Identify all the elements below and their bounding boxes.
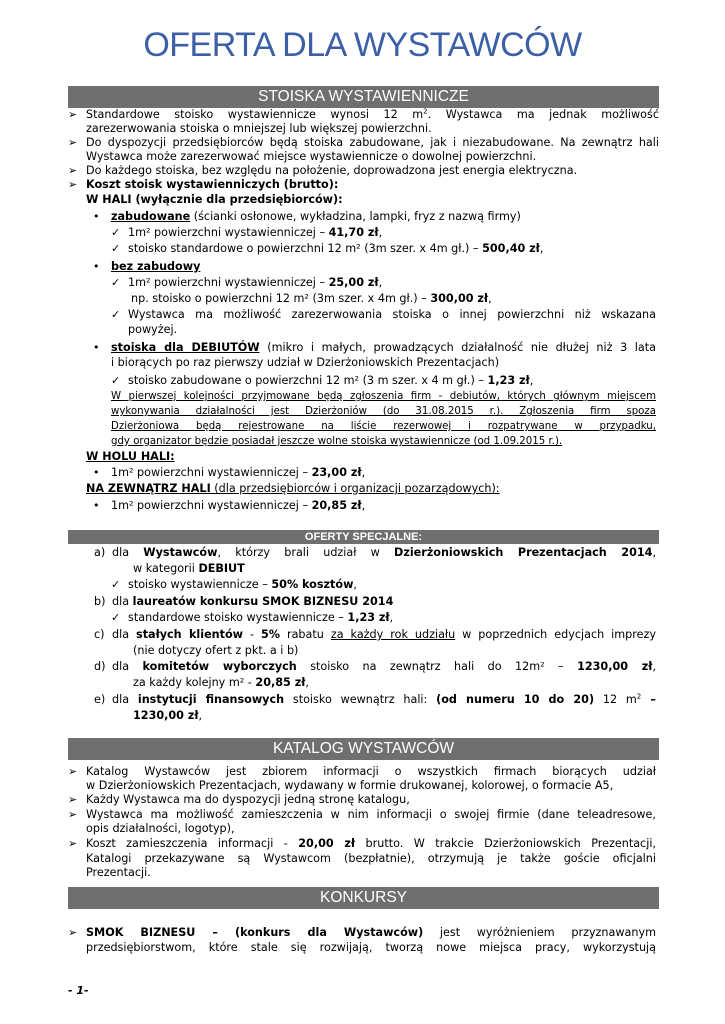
arrow-bullet-icon: ➢ [68,793,78,806]
page-title: OFERTA DLA WYSTAWCÓW [143,26,582,64]
paragraph-line: stoisko zabudowane o powierzchni 12 m² (3 m szer. x 4 m gł.) – 1,23 zł, [128,374,534,387]
check-icon: ✓ [111,308,121,321]
paragraph-line: Do dyspozycji przedsiębiorców będą stoiska zabudowane, jak i niezabudowane. Na zewnątrz hali [86,136,659,149]
arrow-bullet-icon: ➢ [68,108,78,121]
note-line: gdy organizator będzie posiadał jeszcze wolne stoiska wystawiennicze (od 1.09.2015 r.). [111,436,563,447]
paragraph-line: Standardowe stoisko wystawiennicze wynosi 12 $m^2$. Wystawca ma jednak możliwość [86,107,659,121]
paragraph-line: Prezentacji. [86,866,151,879]
list-letter: a) [94,546,106,559]
paragraph-line: stoisko standardowe o powierzchni 12 m² (3m szer. x 4m gł.) – 500,40 zł, [128,242,544,255]
dot-bullet-icon: • [93,260,100,273]
paragraph-line: dla Wystawców, którzy brali udział w Dzierżoniowskich Prezentacjach 2014, [112,546,656,559]
paragraph-line: Katalog Wystawców jest zbiorem informacji o wszystkich firmach biorących udział [86,765,656,778]
paragraph-line: bez zabudowy [111,260,201,273]
paragraph-line: Katalogi przekazywane są Wystawcom (bezpłatnie), otrzymują je także goście oficjalni [86,852,656,865]
section-header-oferty: OFERTY SPECJALNE: [68,530,659,544]
paragraph-line: przedsiębiorstwom, które stale się rozwijają, tworzą nowe miejsca pracy, wykorzystują [86,941,656,954]
list-letter: e) [94,693,106,706]
paragraph-line: zabudowane (ścianki osłonowe, wykładzina, lampki, fryz z nazwą firmy) [111,210,521,223]
paragraph-line: stoiska dla DEBIUTÓW (mikro i małych, prowadzących działalność nie dłużej niż 3 lata [111,341,656,354]
arrow-bullet-icon: ➢ [68,178,78,191]
paragraph-line: stoisko wystawiennicze – 50% kosztów, [128,578,357,591]
paragraph-line: 1230,00 zł, [133,709,203,722]
paragraph-line: Wystawca może zarezerwować miejsce wystawiennicze o dowolnej powierzchni. [86,150,537,163]
paragraph-line: Do każdego stoiska, bez względu na położenie, doprowadzona jest energia elektryczna. [86,164,578,177]
paragraph-line: 1m² powierzchni wystawienniczej – 23,00 zł, [111,466,366,479]
paragraph-line: Koszt stoisk wystawienniczych (brutto): [86,178,339,191]
paragraph-line: standardowe stoisko wystawiennicze – 1,23 zł, [128,611,394,624]
arrow-bullet-icon: ➢ [68,837,78,850]
paragraph-line: i biorących po raz pierwszy udział w Dzierżoniowskich Prezentacjach) [111,356,500,369]
section-header-stoiska: STOISKA WYSTAWIENNICZE [68,86,659,108]
note-line: Dzierżoniowa będą rejestrowane na liście rezerwowej i rozpatrywane w przypadku, [111,421,656,432]
check-icon: ✓ [111,242,121,255]
paragraph-line: w kategorii DEBIUT [133,562,245,575]
paragraph-line: 1m² powierzchni wystawienniczej – 41,70 zł, [128,226,383,239]
paragraph-line: dla komitetów wyborczych stoisko na zewnątrz hali do 12m² – 1230,00 zł, [112,660,657,673]
dot-bullet-icon: • [93,499,100,512]
check-icon: ✓ [111,276,121,289]
paragraph-line: w Dzierżoniowskich Prezentacjach, wydawany w formie drukowanej, kolorowej, o formacie A5, [86,779,614,792]
arrow-bullet-icon: ➢ [68,808,78,821]
paragraph-line: dla instytucji finansowych stoisko wewnątrz hali: (od numeru 10 do 20) 12 $m^2$ – [112,692,656,706]
paragraph-line: 1m² powierzchni wystawienniczej – 20,85 zł, [111,499,366,512]
section-header-konkursy: KONKURSY [68,887,659,909]
paragraph-line: Wystawca ma możliwość zarezerwowania stoiska o innej powierzchni niż wskazana [128,308,656,321]
list-letter: d) [94,660,106,673]
dot-bullet-icon: • [93,466,100,479]
paragraph-line: Wystawca ma możliwość zamieszczenia w nim informacji o swojej firmie (dane teleadresowe, [86,808,656,821]
note-line: W pierwszej kolejności przyjmowane będą zgłoszenia firm - debiutów, których głównym miejscem [111,391,656,402]
page-number: - 1- [68,984,89,997]
check-icon: ✓ [111,578,121,591]
paragraph-line: Każdy Wystawca ma do dyspozycji jedną stronę katalogu, [86,793,410,806]
arrow-bullet-icon: ➢ [68,164,78,177]
dot-bullet-icon: • [93,341,100,354]
arrow-bullet-icon: ➢ [68,926,78,939]
paragraph-line: dla stałych klientów - 5% rabatu za każdy rok udziału w poprzednich edycjach imprezy [112,628,656,641]
subheading-hala: W HALI (wyłącznie dla przedsiębiorców): [86,193,343,206]
paragraph-line: powyżej. [128,323,178,336]
paragraph-line: np. stoisko o powierzchni 12 m² (3m szer. x 4m gł.) – 300,00 zł, [131,292,492,305]
paragraph-line: SMOK BIZNESU – (konkurs dla Wystawców) jest wyróżnieniem przyznawanym [86,926,656,939]
subheading-holu: W HOLU HALI: [86,450,175,463]
note-line: wykonywania działalności jest Dzierżoniów (do 31.08.2015 r.). Zgłoszenia firm spoza [111,406,656,417]
paragraph-line: opis działalności, logotyp), [86,822,235,835]
list-letter: b) [94,595,106,608]
paragraph-line: dla laureatów konkursu SMOK BIZNESU 2014 [112,595,394,608]
check-icon: ✓ [111,374,121,387]
list-letter: c) [94,628,105,641]
check-icon: ✓ [111,226,121,239]
arrow-bullet-icon: ➢ [68,765,78,778]
arrow-bullet-icon: ➢ [68,136,78,149]
paragraph-line: 1m² powierzchni wystawienniczej – 25,00 zł, [128,276,383,289]
section-header-katalog: KATALOG WYSTAWCÓW [68,738,659,760]
subheading-zewnatrz: NA ZEWNĄTRZ HALI (dla przedsiębiorców i organizacji pozarządowych): [86,482,500,495]
paragraph-line: zarezerwowania stoiska o mniejszej lub większej powierzchni. [86,122,432,135]
paragraph-line: Koszt zamieszczenia informacji - 20,00 zł brutto. W trakcie Dzierżoniowskich Prezentacji, [86,837,656,850]
paragraph-line: (nie dotyczy ofert z pkt. a i b) [133,644,299,657]
paragraph-line: za każdy kolejny m² - 20,85 zł, [133,676,309,689]
check-icon: ✓ [111,611,121,624]
dot-bullet-icon: • [93,210,100,223]
